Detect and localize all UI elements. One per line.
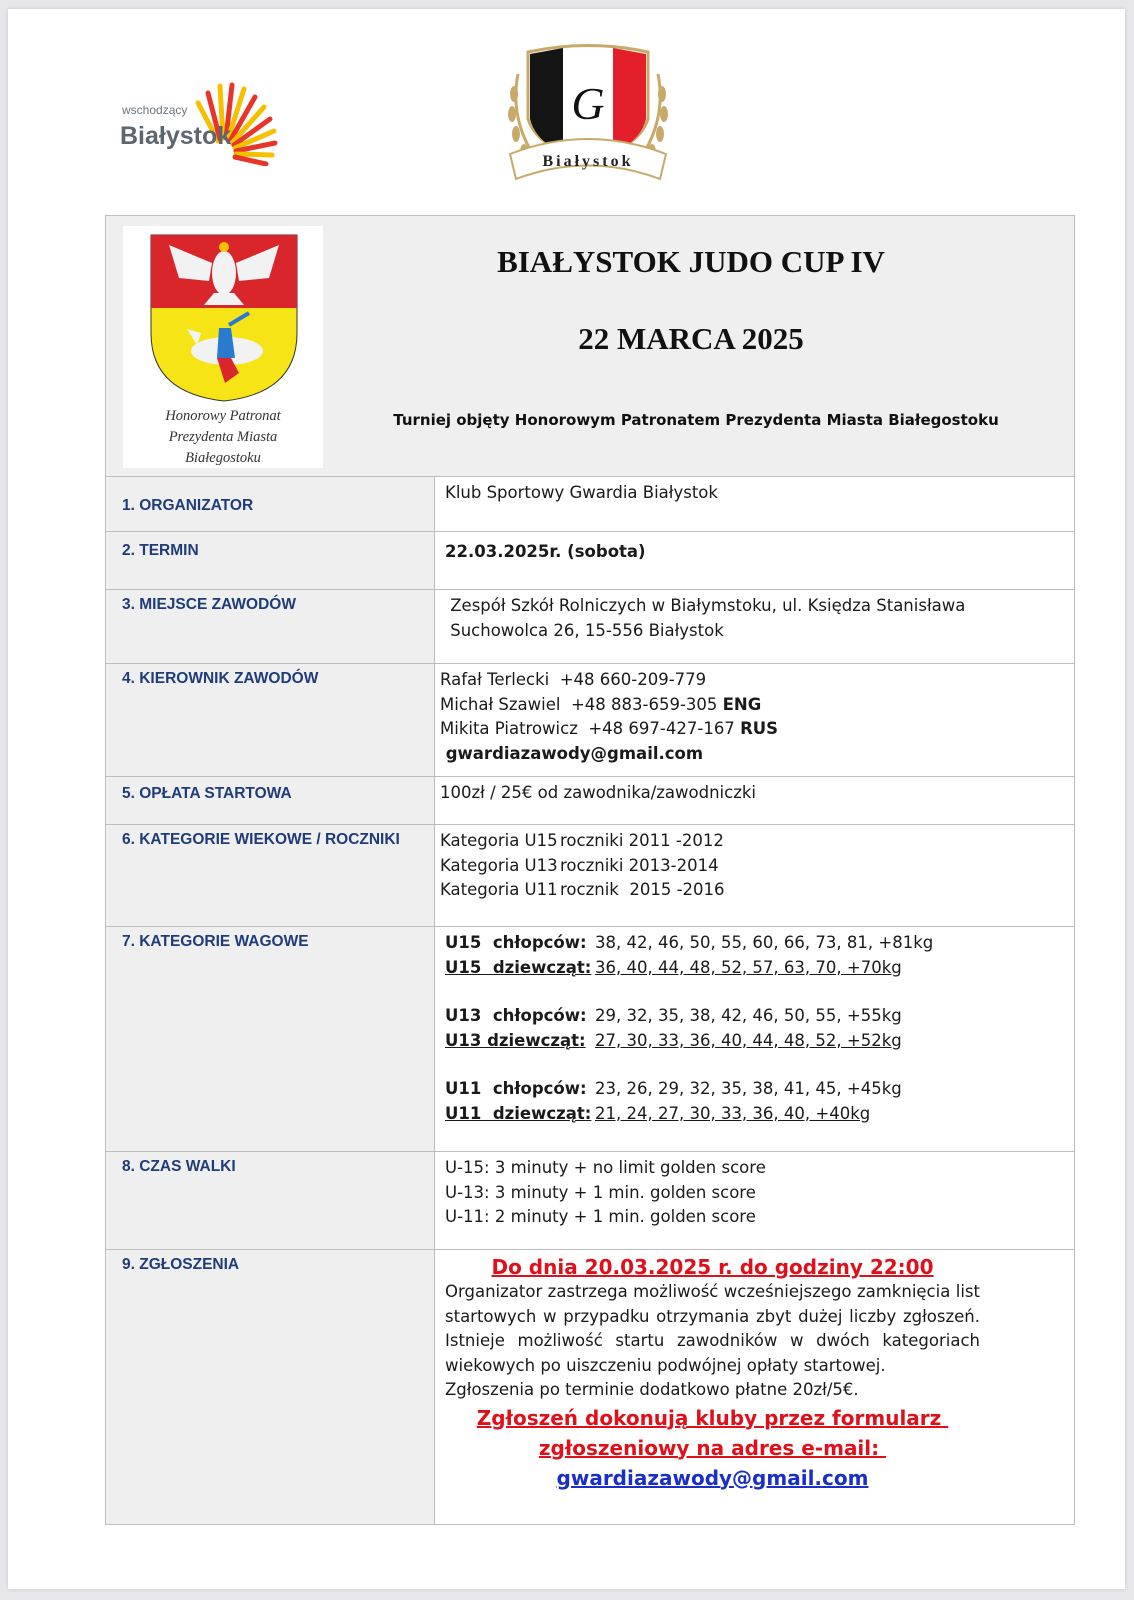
patronage-box: [123, 226, 323, 468]
table-row-weight-categories: [106, 927, 1075, 1152]
weight-categories: [435, 927, 1074, 1126]
contact-line: Michał Szawiel +48 883-659-305 ENG: [440, 694, 762, 714]
table-row-age-categories: [106, 825, 1075, 927]
entry-deadline: Do dnia 20.03.2025 r. do godziny 22:00: [491, 1255, 934, 1279]
weight-item: U11 dziewcząt: 21, 24, 27, 30, 33, 36, 40, +40kg: [445, 1103, 871, 1123]
term-value: 22.03.2025r. (sobota): [445, 542, 646, 561]
info-table: [105, 215, 1075, 1525]
patronage-subtitle: Turniej objęty Honorowym Patronatem Prezydenta Miasta Białegostoku: [393, 411, 999, 429]
table-row-organizer: [106, 477, 1075, 532]
language-badge: ENG: [722, 694, 762, 714]
entry-rules: Organizator zastrzega możliwość wcześniejszego zamknięcia list startowych w przypadku otrzymania zbyt dużej liczby zgłoszeń. Istnieje możliwość startu zawodników w dwóch kategoriach wiekowych po uiszczeniu podwójnej opłaty startowej.: [445, 1282, 980, 1375]
entry-notice-line1: Zgłoszeń dokonują kluby przez formularz: [476, 1405, 949, 1430]
row-label: 8. CZAS WALKI: [122, 1158, 236, 1175]
age-item: Kategoria U15 roczniki 2011 -2012: [440, 831, 724, 850]
age-item: Kategoria U11 rocznik 2015 -2016: [440, 880, 725, 899]
sunburst-icon: [118, 71, 288, 166]
event-title: BIAŁYSTOK JUDO CUP IV: [497, 244, 885, 279]
svg-text:wschodzący: wschodzący: [122, 103, 188, 117]
row-label: 3. MIEJSCE ZAWODÓW: [122, 596, 296, 613]
header-cell: [106, 216, 1075, 477]
age-categories: [435, 825, 1074, 903]
fight-time-values: U-15: 3 minuty + no limit golden score U-13: 3 minuty + 1 min. golden score U-11: 2 minuty + 1 min. golden score: [445, 1158, 766, 1226]
weight-item: U11 chłopców: 23, 26, 29, 32, 35, 38, 41, 45, +45kg: [445, 1079, 902, 1098]
row-label: 6. KATEGORIE WIEKOWE / ROCZNIKI: [122, 831, 400, 848]
wschodzacy-bialystok-logo: [118, 71, 288, 166]
table-row-venue: [106, 590, 1075, 664]
patronage-caption: Honorowy Patronat Prezydenta Miasta Białegostoku: [165, 408, 281, 466]
weight-item: U13 dziewcząt: 27, 30, 33, 36, 40, 44, 48, 52, +52kg: [445, 1030, 902, 1050]
table-row-fee: [106, 777, 1075, 825]
svg-text:G: G: [571, 78, 605, 129]
table-row-entries: [106, 1250, 1075, 1525]
event-date: 22 MARCA 2025: [578, 321, 804, 356]
fee-value: 100zł / 25€ od zawodnika/zawodniczki: [440, 783, 757, 802]
weight-item: U13 chłopców: 29, 32, 35, 38, 42, 46, 50, 55, +55kg: [445, 1006, 902, 1025]
svg-text:Białystok: Białystok: [120, 122, 232, 150]
header-row: [106, 216, 1075, 477]
entries-content: [435, 1250, 1074, 1493]
table-row-fight-time: [106, 1152, 1075, 1250]
contact-line: Mikita Piatrowicz +48 697-427-167 RUS: [440, 719, 779, 738]
director-email[interactable]: gwardiazawody@gmail.com: [440, 743, 704, 763]
row-label: 4. KIEROWNIK ZAWODÓW: [122, 670, 319, 687]
entry-notice-line2: zgłoszeniowy na adres e-mail:: [538, 1435, 887, 1460]
row-label: 1. ORGANIZATOR: [122, 497, 254, 514]
row-label: 5. OPŁATA STARTOWA: [122, 785, 292, 802]
row-label: 2. TERMIN: [122, 542, 199, 559]
director-contacts: [435, 664, 1074, 766]
gwardia-club-logo: [488, 34, 688, 204]
row-label: 7. KATEGORIE WAGOWE: [122, 933, 309, 950]
late-fee-note: Zgłoszenia po terminie dodatkowo płatne 20zł/5€.: [445, 1380, 859, 1399]
weight-item: U15 chłopców: 38, 42, 46, 50, 55, 60, 66, 73, 81, +81kg: [445, 933, 934, 952]
table-row-director: [106, 664, 1075, 777]
organizer-value: Klub Sportowy Gwardia Białystok: [445, 483, 718, 502]
svg-text:Białystok: Białystok: [542, 153, 634, 170]
language-badge: RUS: [740, 719, 779, 738]
age-item: Kategoria U13 roczniki 2013-2014: [440, 855, 719, 875]
row-label: 9. ZGŁOSZENIA: [122, 1256, 240, 1273]
entry-email-link[interactable]: gwardiazawody@gmail.com: [556, 1465, 869, 1490]
bialystok-coat-of-arms-icon: [149, 233, 299, 403]
contact-line: Rafał Terlecki +48 660-209-779: [440, 670, 707, 689]
venue-value: Zespół Szkół Rolniczych w Białymstoku, ul. Księdza Stanisława Suchowolca 26, 15-556 Białystok: [445, 596, 966, 640]
weight-item: U15 dziewcząt: 36, 40, 44, 48, 52, 57, 63, 70, +70kg: [445, 957, 902, 977]
shield-crest-icon: [488, 34, 688, 204]
table-row-term: [106, 532, 1075, 590]
